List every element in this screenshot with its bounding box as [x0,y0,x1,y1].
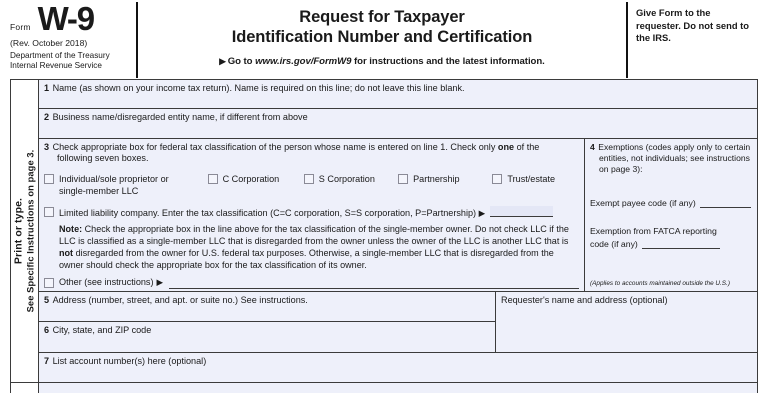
line-4-label: Exemptions (codes apply only to certain entities, not individuals; see instructions on page 3): [598,142,751,175]
checkbox-c-corporation[interactable] [208,173,304,185]
exempt-payee-code-label: Exempt payee code (if any) [590,197,696,208]
checkbox-icon[interactable] [44,207,54,217]
goto-suffix: for instructions and the latest information. [351,56,545,68]
form-title-line-1: Request for Taxpayer [299,8,465,26]
tax-classification-checkbox-row [44,173,579,197]
goto-prefix: Go to [227,56,256,68]
note-text-a: Check the appropriate box in the line above for the tax classification of the single-member owner. Do not check LLC if the LLC is classified as a single-member LLC that is disregarded from the owner unless the owner of the LLC is another LLC that is [59,224,569,247]
form-continuation-edge [38,383,758,393]
other-classification-input[interactable] [169,277,579,289]
page-bottom-cutoff [10,383,758,414]
right-triangle-icon: ▶ [219,56,226,67]
checkbox-individual-sole-proprietor[interactable] [44,173,208,197]
header-form-identity [10,2,138,78]
checkbox-icon[interactable] [398,174,408,184]
requester-name-address-box[interactable] [496,292,757,352]
exempt-payee-code-field[interactable] [590,196,751,208]
line-2-business-name-row[interactable] [39,109,757,139]
llc-note-paragraph [59,223,579,271]
line-3-intro-one: one [497,141,515,152]
form-revision-date: (Rev. October 2018) [10,38,88,48]
right-triangle-icon: ▶ [156,277,164,288]
sidebar-continuation-edge [10,383,38,393]
checkbox-trust-estate-label: Trust/estate [507,174,556,185]
form-word-label: Form [10,22,31,32]
line-7-label: List account number(s) here (optional) [52,355,207,366]
line-3-intro-part2: of the [514,141,540,152]
checkbox-s-corporation[interactable] [304,173,398,185]
department-line-1: Department of the Treasury [10,50,110,60]
line-3-intro-part1: Check appropriate box for federal tax classification of the person whose name is entered on line 1. Check only [52,141,498,152]
checkbox-c-corporation-label: C Corporation [222,174,280,185]
fatca-footnote: (Applies to accounts maintained outside the U.S.) [590,280,730,288]
fatca-label-line1: Exemption from FATCA reporting [590,225,717,236]
sidebar-see-specific-instructions: See Specific Instructions on page 3. [25,149,36,313]
line-6-number: 6 [44,324,50,335]
line-5-number: 5 [44,294,50,305]
checkbox-icon[interactable] [208,174,218,184]
checkbox-individual-label-line1: Individual/sole proprietor or [59,174,169,185]
llc-classification-input[interactable] [490,206,553,217]
line-1-label: Name (as shown on your income tax return). Name is required on this line; do not leave this line blank. [52,82,465,93]
line-3-tax-classification [39,139,585,291]
checkbox-s-corporation-label: S Corporation [318,174,375,185]
line-3-and-4-section [39,139,757,292]
line-3-number: 3 [44,141,50,152]
line-1-name-row[interactable] [39,80,757,109]
form-title-line-2: Identification Number and Certification [231,28,533,47]
irs-formw9-link[interactable]: www.irs.gov/FormW9 [255,56,352,68]
other-label: Other (see instructions) [59,277,154,288]
line-5-label: Address (number, street, and apt. or suite no.) See instructions. [52,294,308,305]
form-number-w9: W-9 [37,0,94,37]
line-4-exemptions [585,139,757,291]
line-6-city-state-zip-row[interactable] [39,322,495,352]
print-or-type-sidebar [10,79,38,383]
llc-label: Limited liability company. Enter the tax classification (C=C corporation, S=S corporation, P=Partnership) [59,208,477,219]
give-form-note: Give Form to the requester. Do not send to the IRS. [626,2,758,78]
checkbox-icon[interactable] [304,174,314,184]
form-body [38,79,758,383]
checkbox-icon[interactable] [44,174,54,184]
checkbox-partnership[interactable] [398,173,492,185]
line-2-label: Business name/disregarded entity name, if different from above [52,111,308,122]
line-1-number: 1 [44,82,50,93]
address-column [39,292,496,352]
checkbox-partnership-label: Partnership [413,174,460,185]
header-title-block [138,2,626,78]
requester-label: Requester's name and address (optional) [501,294,668,305]
address-and-requester-section [39,292,757,353]
line-5-address-row[interactable] [39,292,495,322]
fatca-code-field[interactable] [590,226,751,251]
right-triangle-icon: ▶ [478,208,486,219]
department-line-2: Internal Revenue Service [10,60,102,70]
line-3-intro-line2: following seven boxes. [57,153,149,164]
goto-instructions-line [138,56,626,67]
note-text-b: disregarded from the owner for U.S. federal tax purposes. Otherwise, a single-member LLC that is disregarded from the owner should check the appropriate box for the tax classification of its owner. [59,248,554,271]
line-7-account-numbers-row[interactable] [39,353,757,382]
line-6-label: City, state, and ZIP code [52,324,152,335]
checkbox-icon[interactable] [44,278,54,288]
note-bold-not: not [59,248,74,259]
checkbox-other[interactable] [44,277,579,290]
fatca-code-input[interactable] [642,237,720,249]
fatca-label-line2: code (if any) [590,239,638,250]
form-header [10,2,758,78]
checkbox-icon[interactable] [492,174,502,184]
sidebar-print-or-type: Print or type. [12,197,25,265]
line-2-number: 2 [44,111,50,122]
line-7-number: 7 [44,355,50,366]
checkbox-limited-liability-company[interactable] [44,206,579,219]
note-bold-label: Note: [59,224,83,235]
checkbox-individual-label-line2: single-member LLC [59,186,139,197]
line-4-number: 4 [590,142,595,152]
checkbox-trust-estate[interactable] [492,173,579,185]
exempt-payee-code-input[interactable] [700,196,751,208]
